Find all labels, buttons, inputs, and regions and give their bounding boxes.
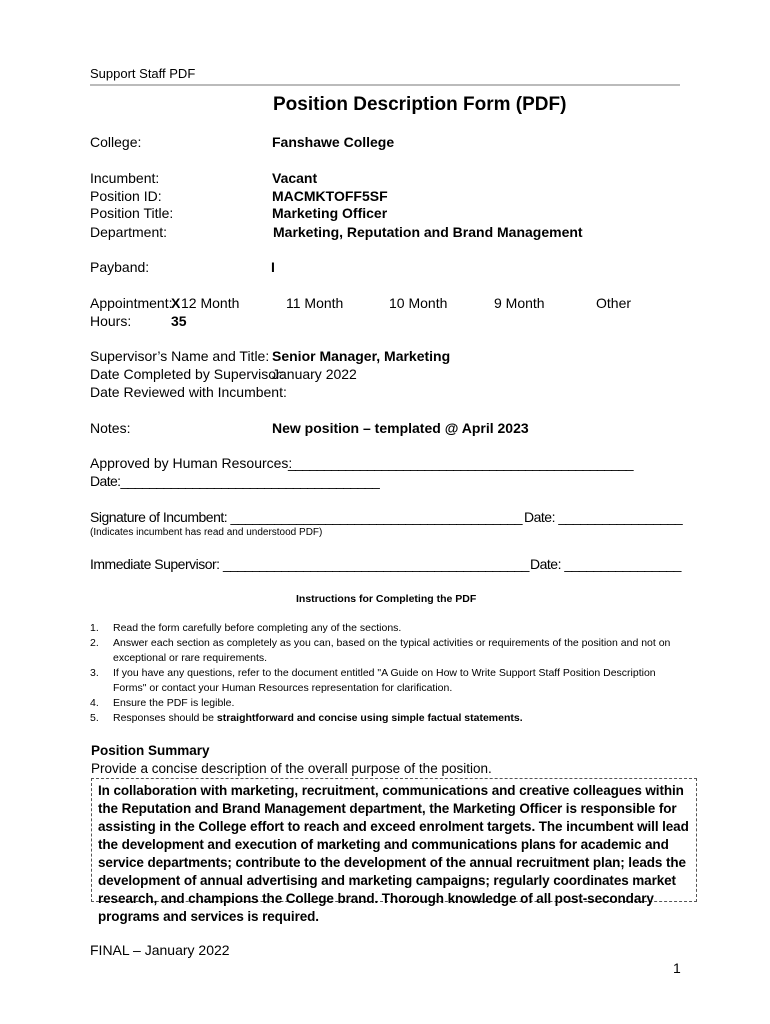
page-title: Position Description Form (PDF) — [273, 94, 567, 115]
summary-prompt: Provide a concise description of the overall purpose of the position. — [91, 761, 492, 776]
supervisor-date-line[interactable]: Date: ________________ — [530, 556, 681, 572]
position-id-label: Position ID: — [90, 188, 162, 204]
incumbent-signature-line[interactable]: Signature of Incumbent: ________________________________________ — [90, 509, 522, 525]
supervisor-name-label: Supervisor’s Name and Title: — [90, 348, 270, 364]
notes-value: New position – templated @ April 2023 — [272, 420, 529, 436]
list-item-text: Read the form carefully before completing any of the sections. — [113, 622, 402, 634]
appointment-label: Appointment: — [90, 295, 173, 311]
list-item-number: 2. — [90, 637, 99, 649]
list-item-text-bold: straightforward and concise using simple factual statements. — [216, 712, 523, 724]
list-item — [90, 666, 680, 696]
appointment-option-9-month: 9 Month — [494, 295, 545, 311]
incumbent-label: Incumbent: — [90, 170, 160, 186]
position-title-value: Marketing Officer — [272, 205, 388, 221]
payband-label: Payband: — [90, 259, 150, 275]
header-divider — [90, 84, 680, 86]
position-title-label: Position Title: — [90, 205, 174, 221]
list-item-number: 4. — [90, 697, 99, 709]
list-item-number: 3. — [90, 667, 99, 679]
appointment-option-11-month: 11 Month — [286, 295, 344, 311]
appointment-selected-mark: X — [171, 295, 181, 311]
appointment-option-10-month: 10 Month — [389, 295, 448, 311]
hr-approval-date-line[interactable]: Date:____________________________________ — [90, 473, 380, 489]
summary-heading: Position Summary — [91, 743, 210, 758]
hours-label: Hours: — [90, 313, 132, 329]
department-value: Marketing, Reputation and Brand Management — [273, 224, 583, 240]
hr-approval-label: Approved by Human Resources: — [90, 455, 293, 471]
list-item — [90, 636, 680, 666]
doc-label: Support Staff PDF — [90, 66, 196, 81]
appointment-option-other: Other — [596, 295, 632, 311]
list-item-text — [113, 711, 678, 726]
instructions-heading: Instructions for Completing the PDF — [296, 593, 477, 605]
hours-value: 35 — [171, 313, 187, 329]
date-reviewed-label: Date Reviewed with Incumbent: — [90, 384, 287, 400]
list-item-number: 5. — [90, 712, 99, 724]
list-item-number: 1. — [90, 622, 99, 634]
supervisor-signature-line[interactable]: Immediate Supervisor: __________________________________________ — [90, 556, 529, 572]
incumbent-value: Vacant — [272, 170, 318, 186]
department-label: Department: — [90, 224, 168, 240]
footer-status: FINAL – January 2022 — [90, 942, 230, 958]
list-item-text: If you have any questions, refer to the document entitled "A Guide on How to Write Support Staff Position Description Forms" or contact your Human Resources representation for clarification. — [113, 667, 656, 694]
list-item-text-plain: Responses should be — [113, 712, 217, 724]
date-completed-value: January 2022 — [272, 366, 357, 382]
incumbent-note: (Indicates incumbent has read and understood PDF) — [90, 527, 323, 538]
college-label: College: — [90, 134, 142, 150]
payband-value: I — [271, 259, 275, 275]
college-value: Fanshawe College — [272, 134, 395, 150]
supervisor-name-value: Senior Manager, Marketing — [272, 348, 451, 364]
notes-label: Notes: — [90, 420, 131, 436]
incumbent-date-line[interactable]: Date: _________________ — [524, 509, 683, 525]
list-item — [90, 621, 680, 636]
summary-text-field[interactable]: In collaboration with marketing, recruitment, communications and creative colleagues within the Reputation and Brand Management department, the Marketing Officer is responsible for assisting in the College effort to reach and exceed enrolment targets. The incumbent will lead the development and execution of marketing and communications plans for academic and service departments; contribute to the development of the annual recruitment plan; leads the development of annual advertising and marketing campaigns; regularly coordinates market research, and champions the College brand. Thorough knowledge of all post-secondary programs and services is required. — [91, 778, 697, 902]
list-item-text: Ensure the PDF is legible. — [113, 697, 235, 709]
page-number: 1 — [673, 960, 681, 976]
hr-approval-signature-line[interactable]: ________________________________________________ — [288, 455, 633, 471]
date-completed-label: Date Completed by Supervisor: — [90, 366, 285, 382]
list-item — [90, 711, 680, 726]
list-item — [90, 696, 680, 711]
instructions-list — [90, 621, 680, 726]
appointment-option-12-month: 12 Month — [181, 295, 240, 311]
position-id-value: MACMKTOFF5SF — [272, 188, 388, 204]
list-item-text: Answer each section as completely as you can, based on the typical activities or requirements of the position and not on exceptional or rare requirements. — [113, 637, 671, 664]
